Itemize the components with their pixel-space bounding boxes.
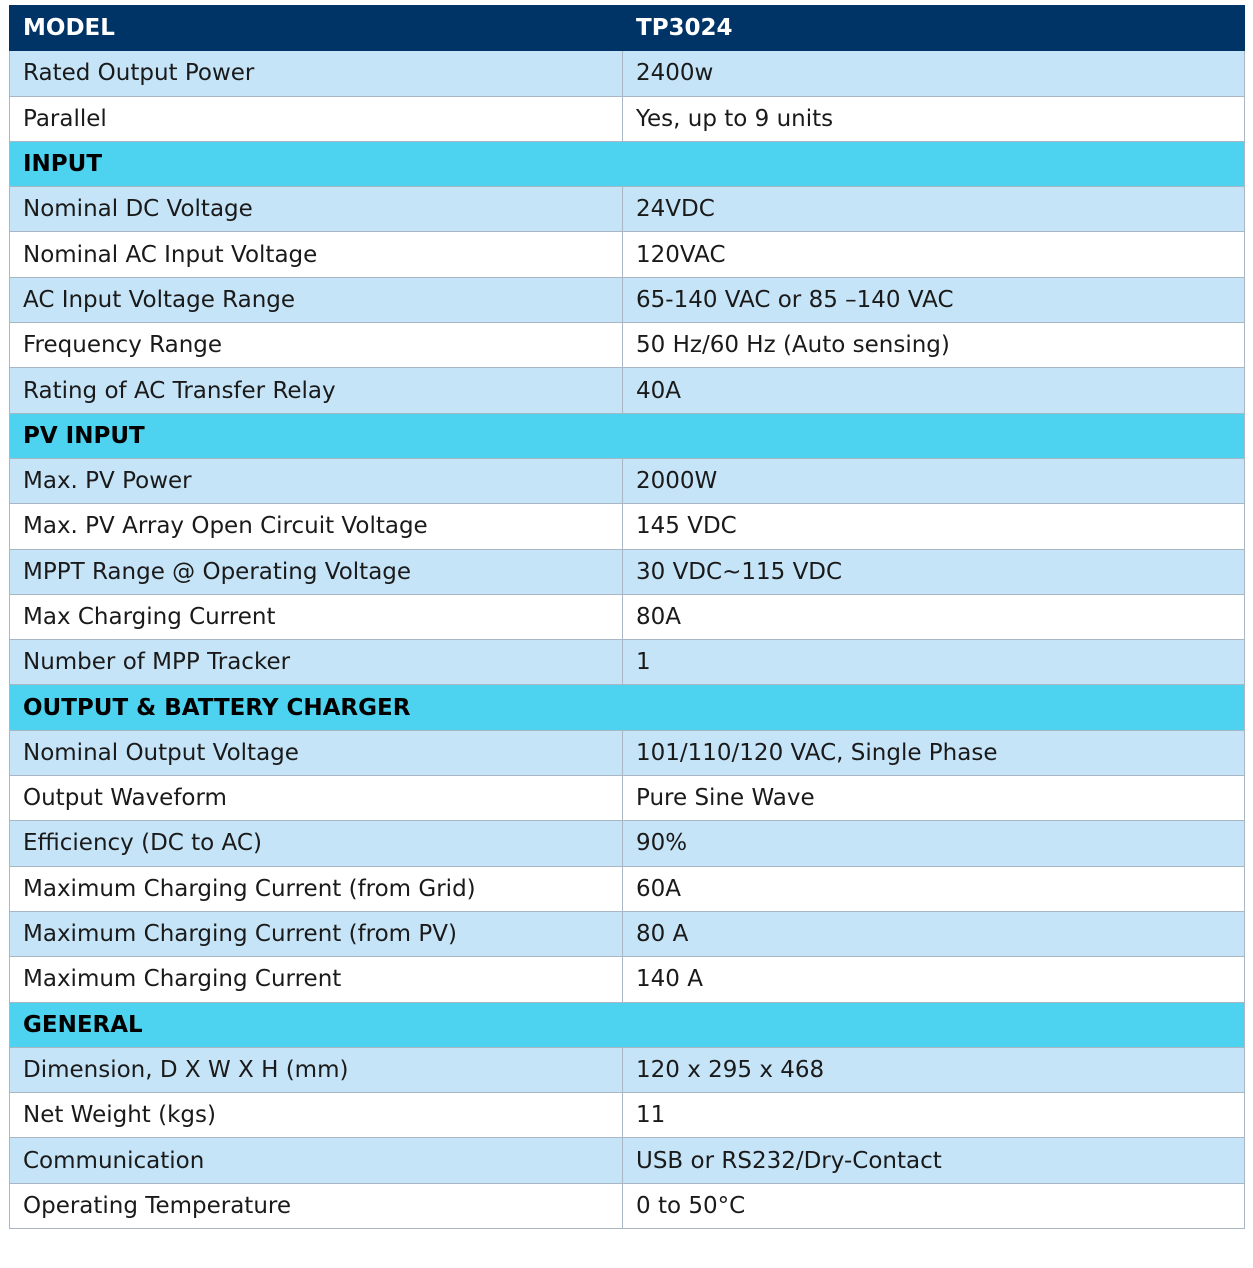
- table-row: [10, 1138, 1245, 1183]
- spec-value: 80A: [623, 594, 1245, 639]
- table-row: [10, 1183, 1245, 1228]
- spec-value: 50 Hz/60 Hz (Auto sensing): [623, 323, 1245, 368]
- spec-label: Output Waveform: [10, 776, 623, 821]
- table-row: [10, 51, 1245, 96]
- spec-label: Maximum Charging Current (from Grid): [10, 866, 623, 911]
- spec-value: 11: [623, 1093, 1245, 1138]
- spec-label: Number of MPP Tracker: [10, 640, 623, 685]
- spec-label: Nominal DC Voltage: [10, 187, 623, 232]
- table-row: [10, 821, 1245, 866]
- spec-value: 140 A: [623, 957, 1245, 1002]
- spec-label: Max Charging Current: [10, 594, 623, 639]
- spec-value: 65-140 VAC or 85 –140 VAC: [623, 277, 1245, 322]
- section-title: PV INPUT: [10, 413, 1245, 458]
- table-row: [10, 640, 1245, 685]
- spec-label: Rated Output Power: [10, 51, 623, 96]
- spec-table-body: [10, 6, 1245, 1229]
- table-row: [10, 323, 1245, 368]
- spec-label: Dimension, D X W X H (mm): [10, 1047, 623, 1092]
- section-header-row: [10, 413, 1245, 458]
- table-row: [10, 594, 1245, 639]
- spec-value: Yes, up to 9 units: [623, 96, 1245, 141]
- spec-label: Net Weight (kgs): [10, 1093, 623, 1138]
- spec-value: 2400w: [623, 51, 1245, 96]
- spec-label: Maximum Charging Current: [10, 957, 623, 1002]
- spec-value: 0 to 50°C: [623, 1183, 1245, 1228]
- table-row: [10, 911, 1245, 956]
- section-title: OUTPUT & BATTERY CHARGER: [10, 685, 1245, 730]
- table-row: [10, 277, 1245, 322]
- spec-value: 120VAC: [623, 232, 1245, 277]
- spec-label: Parallel: [10, 96, 623, 141]
- table-row: [10, 866, 1245, 911]
- table-row: [10, 504, 1245, 549]
- section-title: GENERAL: [10, 1002, 1245, 1047]
- table-row: [10, 96, 1245, 141]
- spec-label: Communication: [10, 1138, 623, 1183]
- spec-value: 40A: [623, 368, 1245, 413]
- spec-value: USB or RS232/Dry-Contact: [623, 1138, 1245, 1183]
- spec-label: Rating of AC Transfer Relay: [10, 368, 623, 413]
- spec-value: 24VDC: [623, 187, 1245, 232]
- section-header-row: [10, 1002, 1245, 1047]
- table-row: [10, 1047, 1245, 1092]
- spec-value: 60A: [623, 866, 1245, 911]
- table-row: [10, 957, 1245, 1002]
- spec-value: 2000W: [623, 458, 1245, 503]
- table-row: [10, 730, 1245, 775]
- table-row: [10, 232, 1245, 277]
- spec-label: Frequency Range: [10, 323, 623, 368]
- table-header-row: [10, 6, 1245, 51]
- spec-value: 90%: [623, 821, 1245, 866]
- header-value: TP3024: [623, 6, 1245, 51]
- spec-label: Maximum Charging Current (from PV): [10, 911, 623, 956]
- spec-label: Max. PV Array Open Circuit Voltage: [10, 504, 623, 549]
- spec-value: 101/110/120 VAC, Single Phase: [623, 730, 1245, 775]
- table-row: [10, 187, 1245, 232]
- section-header-row: [10, 141, 1245, 186]
- spec-label: MPPT Range @ Operating Voltage: [10, 549, 623, 594]
- section-title: INPUT: [10, 141, 1245, 186]
- spec-value: 30 VDC~115 VDC: [623, 549, 1245, 594]
- table-row: [10, 1093, 1245, 1138]
- spec-label: Max. PV Power: [10, 458, 623, 503]
- spec-label: Nominal Output Voltage: [10, 730, 623, 775]
- table-row: [10, 458, 1245, 503]
- spec-value: Pure Sine Wave: [623, 776, 1245, 821]
- header-label: MODEL: [10, 6, 623, 51]
- spec-table: [9, 5, 1245, 1229]
- spec-value: 120 x 295 x 468: [623, 1047, 1245, 1092]
- spec-value: 1: [623, 640, 1245, 685]
- table-row: [10, 549, 1245, 594]
- spec-label: Nominal AC Input Voltage: [10, 232, 623, 277]
- spec-label: Efficiency (DC to AC): [10, 821, 623, 866]
- table-row: [10, 368, 1245, 413]
- section-header-row: [10, 685, 1245, 730]
- spec-value: 80 A: [623, 911, 1245, 956]
- spec-label: Operating Temperature: [10, 1183, 623, 1228]
- table-row: [10, 776, 1245, 821]
- spec-label: AC Input Voltage Range: [10, 277, 623, 322]
- spec-value: 145 VDC: [623, 504, 1245, 549]
